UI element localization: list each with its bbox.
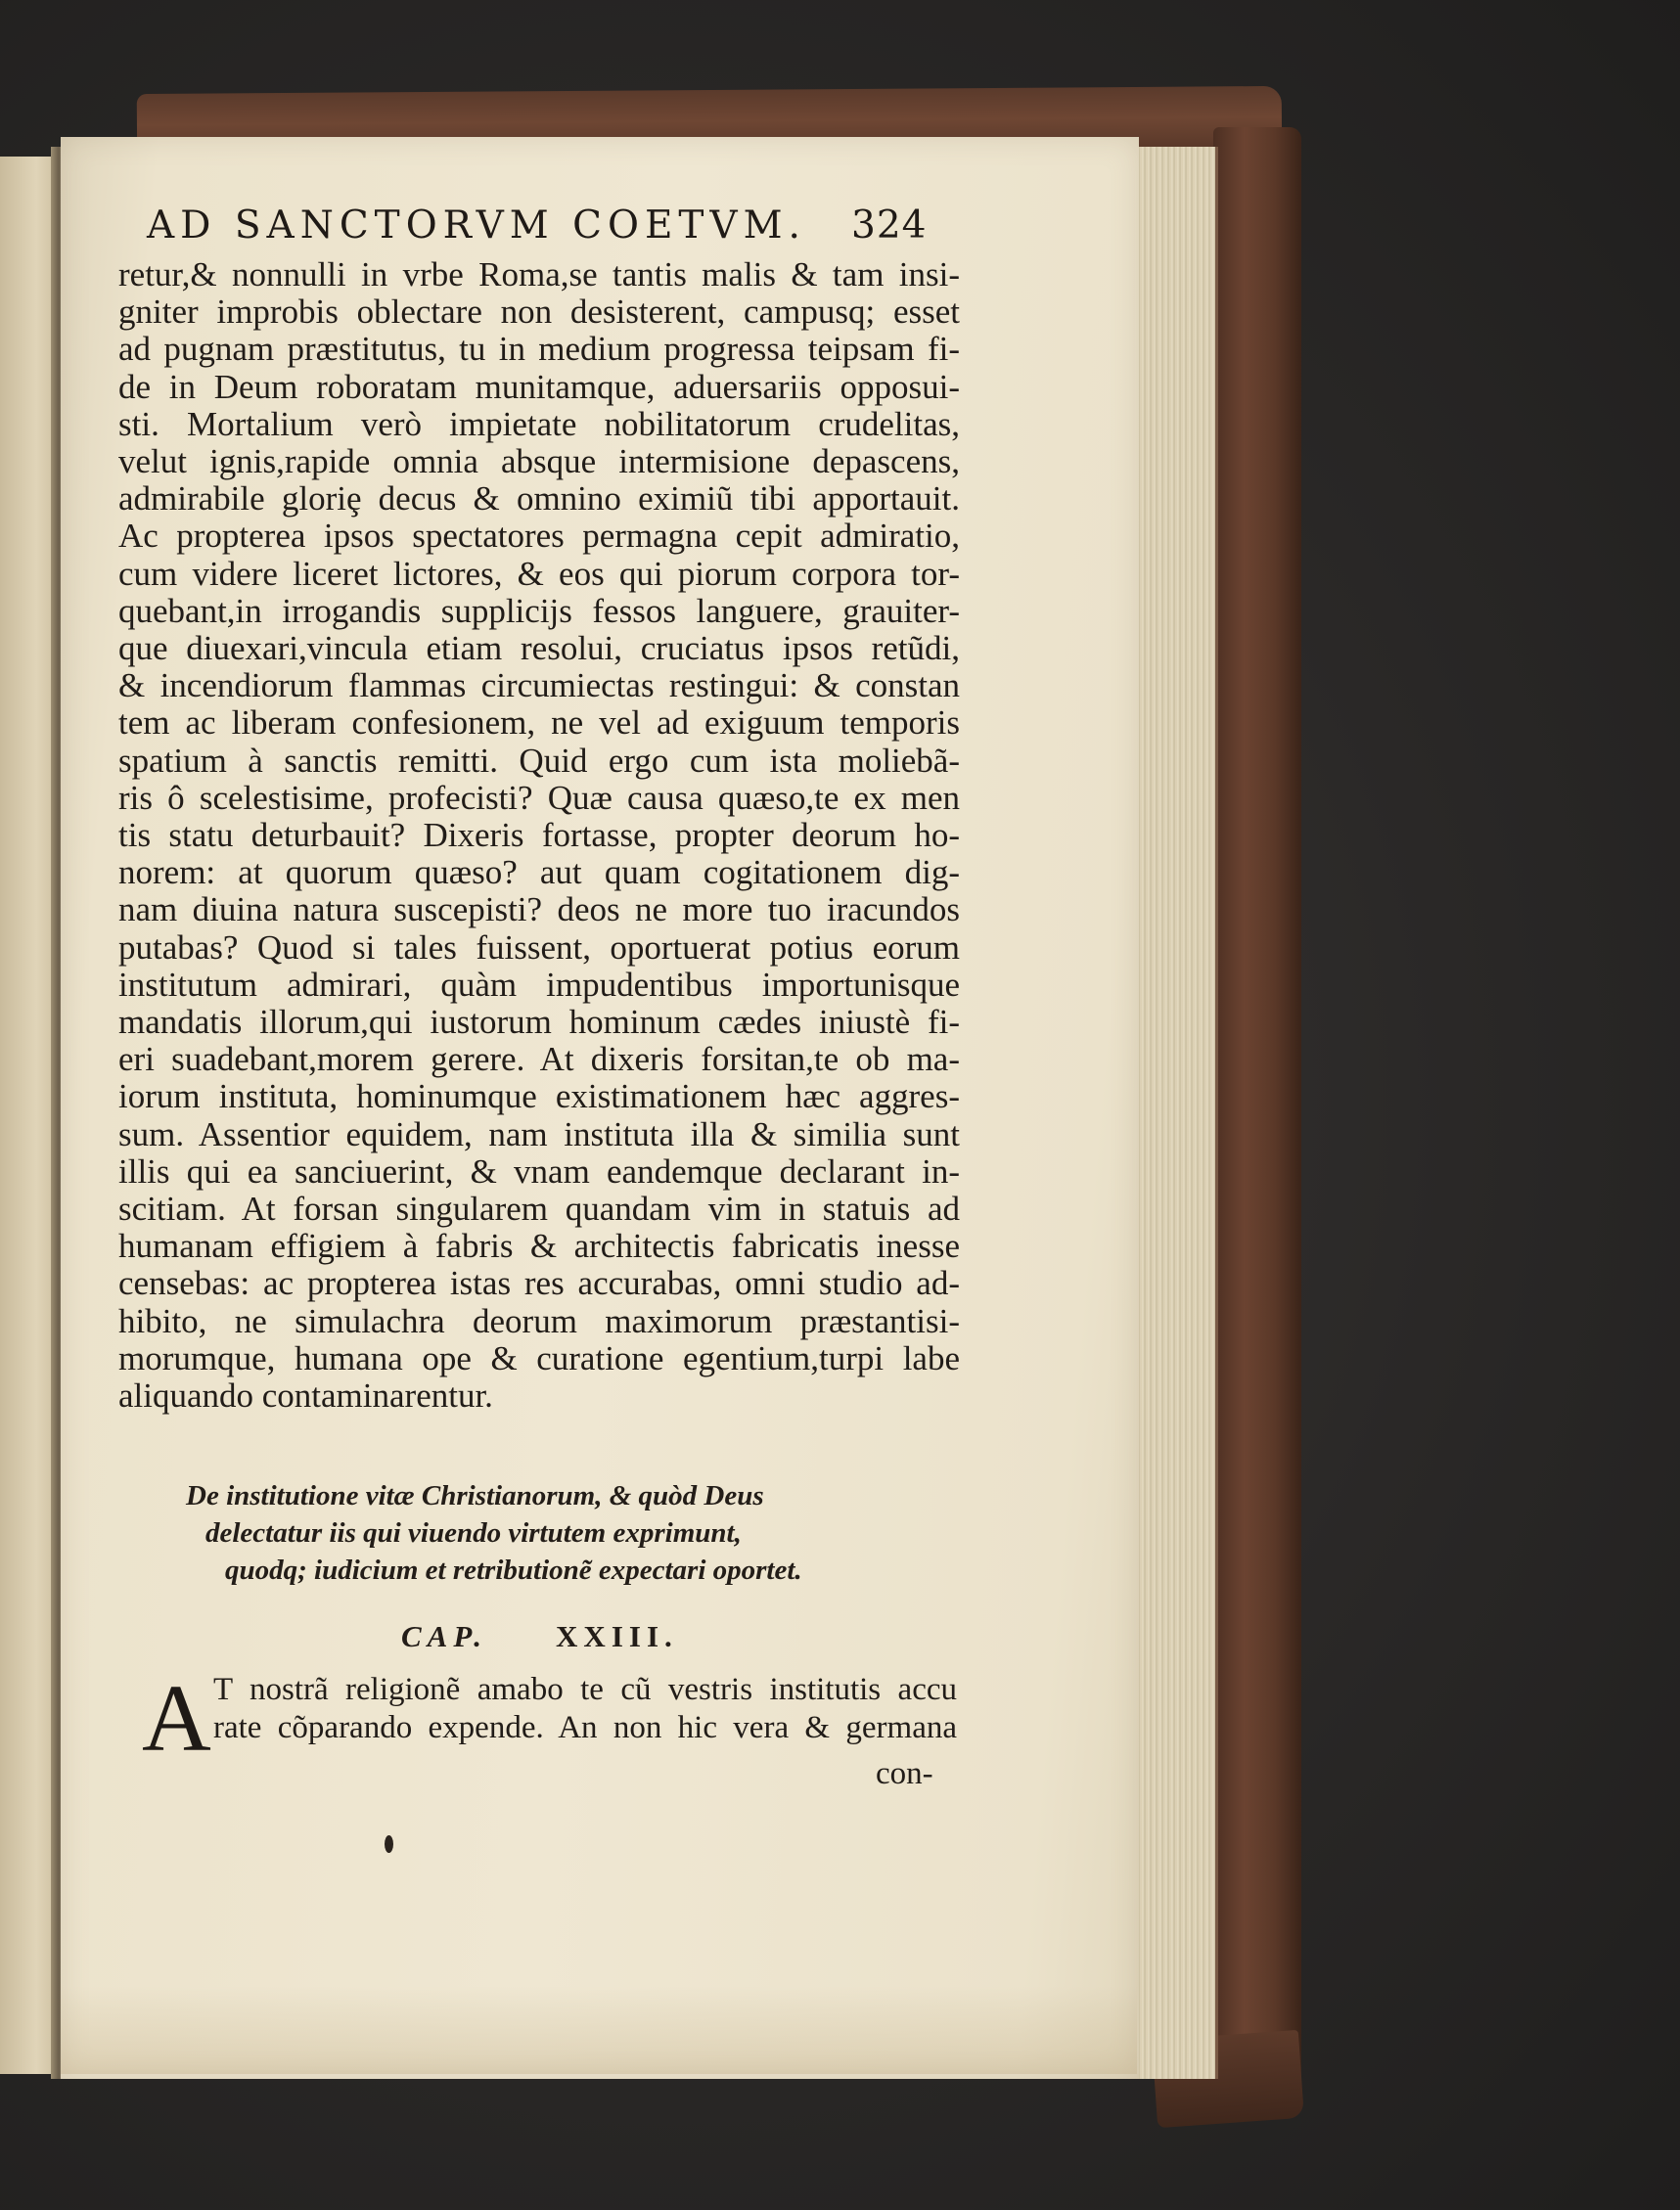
text-line: norem: at quorum quæso? aut quam cogitationem dig- <box>118 853 960 892</box>
book-cover-right-edge <box>1213 127 1301 2113</box>
text-line: mandatis illorum,qui iustorum hominum cædes iniustè fi- <box>118 1003 960 1042</box>
text-line: cum videre liceret lictores, & eos qui piorum corpora tor- <box>118 554 960 593</box>
text-line: Ac propterea ipsos spectatores permagna cepit admiratio, <box>118 517 960 556</box>
chapter-number <box>401 1619 678 1654</box>
text-line: quebant,in irrogandis supplicijs fessos languere, grauiter- <box>118 591 960 630</box>
chapter-numeral: XXIII. <box>556 1619 678 1653</box>
text-line: eri suadebant,morem gerere. At dixeris forsitan,te ob ma- <box>118 1040 960 1079</box>
text-line: illis qui ea sanciuerint, & vnam eandemque declarant in- <box>118 1151 960 1191</box>
text-line: velut ignis,rapide omnia absque intermisione depascens, <box>118 442 960 481</box>
drop-capital: A <box>142 1666 211 1772</box>
text-line: spatium à sanctis remitti. Quid ergo cum ista moliebã- <box>118 741 960 780</box>
text-line: putabas? Quod si tales fuissent, oportuerat potius eorum <box>118 927 960 967</box>
text-line: nam diuina natura suscepisti? deos ne more tuo iracundos <box>118 890 960 929</box>
text-line: gniter improbis oblectare non desisterent, campusq; esset <box>118 293 960 332</box>
running-header <box>147 203 930 248</box>
catchword: con- <box>876 1756 933 1791</box>
page-number: 324 <box>851 203 928 248</box>
page-foot-stain <box>61 1986 1137 2074</box>
chapter-heading-line: quodq; iudicium et retributionẽ expectari oportet. <box>225 1555 802 1586</box>
ink-mark <box>385 1835 393 1853</box>
text-line: hibito, ne simulachra deorum maximorum præstantisi- <box>118 1301 960 1340</box>
text-line: tem ac liberam confesionem, ne vel ad exiguum temporis <box>118 703 960 743</box>
chapter-label: CAP. <box>401 1619 488 1653</box>
running-title: AD SANCTORVM COETVM. <box>147 203 806 248</box>
text-line: admirabile gloriȩ decus & omnino eximiũ tibi apportauit. <box>118 479 960 519</box>
text-line: humanam effigiem à fabris & architectis fabricatis inesse <box>118 1227 960 1266</box>
text-line: censebas: ac propterea istas res accurabas, omni studio ad- <box>118 1264 960 1303</box>
text-line: rate cõparando expende. An non hic vera & germana <box>213 1710 957 1745</box>
text-line: ad pugnam præstitutus, tu in medium progressa teipsam fi- <box>118 330 960 369</box>
text-line: morumque, humana ope & curatione egentium,turpi labe <box>118 1338 960 1377</box>
chapter-heading-line: delectatur iis qui viuendo virtutem exprimunt, <box>205 1517 742 1549</box>
text-line: T nostrã religionẽ amabo te cũ vestris institutis accu <box>213 1672 957 1707</box>
text-line: aliquando contaminarentur. <box>118 1376 493 1416</box>
text-line: ris ô scelestisime, profecisti? Quæ causa quæso,te ex men <box>118 778 960 817</box>
text-line: iorum instituta, hominumque existimationem hæc aggres- <box>118 1077 960 1116</box>
body-text <box>118 256 960 1415</box>
chapter-opening-text <box>213 1671 957 1747</box>
chapter-heading-line: De institutione vitæ Christianorum, & quòd Deus <box>186 1480 764 1511</box>
text-line: & incendiorum flammas circumiectas restingui: & constan <box>118 666 960 705</box>
text-line: de in Deum roboratam munitamque, aduersariis opposui- <box>118 367 960 406</box>
text-line: sti. Mortalium verò impietate nobilitatorum crudelitas, <box>118 404 960 443</box>
text-line: scitiam. At forsan singularem quandam vim in statuis ad <box>118 1190 960 1229</box>
chapter-heading <box>186 1477 910 1589</box>
text-line: tis statu deturbauit? Dixeris fortasse, propter deorum ho- <box>118 816 960 855</box>
text-line: que diuexari,vincula etiam resolui, cruciatus ipsos retũdi, <box>118 629 960 668</box>
text-line: retur,& nonnulli in vrbe Roma,se tantis malis & tam insi- <box>118 255 960 293</box>
text-line: institutum admirari, quàm impudentibus importunisque <box>118 965 960 1004</box>
page-block-edges <box>1135 147 1218 2079</box>
text-line: sum. Assentior equidem, nam instituta illa & similia sunt <box>118 1114 960 1153</box>
